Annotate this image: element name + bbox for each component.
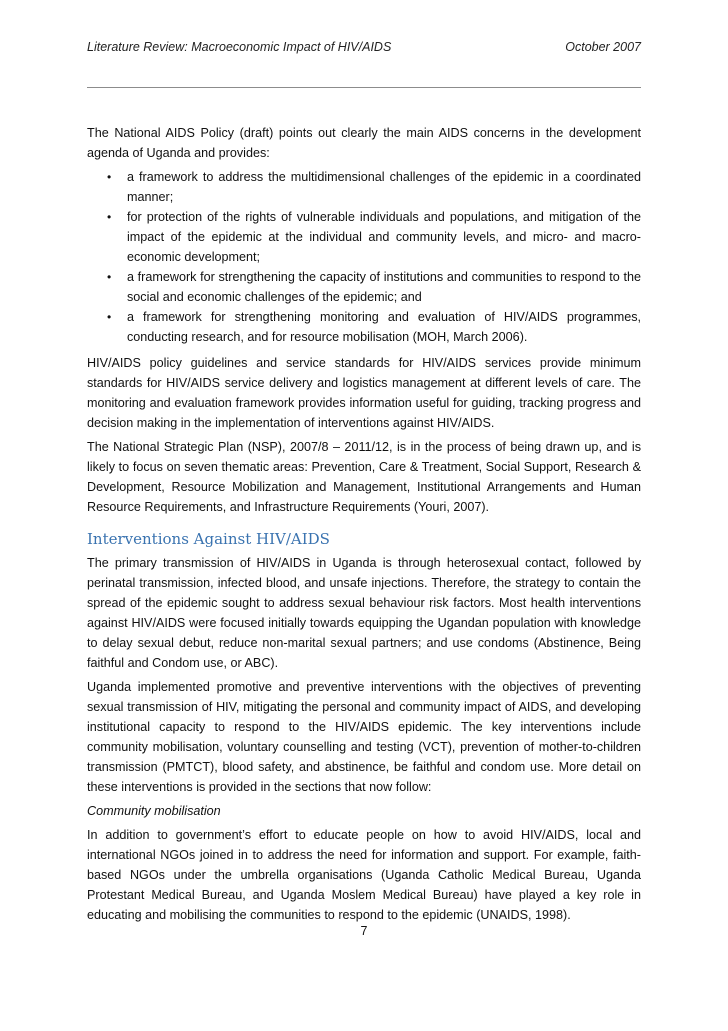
nsp-paragraph: The National Strategic Plan (NSP), 2007/8 – 2011/12, is in the process of being drawn up, and is likely to focus on seven thematic areas: Prevention, Care & Treatment, Social Support, Research & Development, Resource Mobilization and Management, Institutional Arrangements and Human Resource Requirements, and Infrastructure Requirements (Youri, 2007). [87, 440, 641, 514]
bullet-icon: • [107, 310, 112, 324]
page-number: 7 [360, 924, 368, 938]
bullet-icon: • [107, 170, 112, 184]
uganda-paragraph: Uganda implemented promotive and preventive interventions with the objectives of preventing sexual transmission of HIV, mitigating the personal and community impact of AIDS, and developing institutional capacity to respond to the HIV/AIDS epidemic. The key interventions include community mobilisation, voluntary counselling and testing (VCT), prevention of mother-to-children transmission (PMTCT), blood safety, and abstinence, be faithful and condom use. More detail on these interventions is provided in the sections that now follow: [87, 680, 641, 794]
section-heading: Interventions Against HIV/AIDS [87, 530, 330, 548]
list-item: • a framework for strengthening monitoring and evaluation of HIV/AIDS programmes, conducting research, and for resource mobilisation (MOH, March 2006). [87, 307, 641, 347]
bullet-icon: • [107, 210, 112, 224]
list-item: • a framework to address the multidimensional challenges of the epidemic in a coordinated manner; [87, 167, 641, 207]
header-rule [87, 87, 641, 88]
bullet-icon: • [107, 270, 112, 284]
policy-bullet-list [87, 167, 641, 347]
subheading: Community mobilisation [87, 804, 221, 818]
running-header [87, 40, 641, 54]
header-date: October 2007 [565, 40, 641, 54]
body-text [87, 123, 641, 929]
intro-paragraph: The National AIDS Policy (draft) points out clearly the main AIDS concerns in the development agenda of Uganda and provides: [87, 126, 641, 160]
list-item: • a framework for strengthening the capacity of institutions and communities to respond to the social and economic challenges of the epidemic; and [87, 267, 641, 307]
transmission-paragraph: The primary transmission of HIV/AIDS in Uganda is through heterosexual contact, followed by perinatal transmission, infected blood, and unsafe injections. Therefore, the strategy to contain the spread of the epidemic sought to address sexual behaviour risk factors. Most health interventions against HIV/AIDS were focused initially towards equipping the Ugandan population with knowledge to delay sexual debut, reduce non-marital sexual partners; and use condoms (Abstinence, Being faithful and Condom use, or ABC). [87, 556, 641, 670]
header-title: Literature Review: Macroeconomic Impact of HIV/AIDS [87, 40, 392, 54]
community-paragraph: In addition to government’s effort to educate people on how to avoid HIV/AIDS, local and international NGOs joined in to address the need for information and support. For example, faith-based NGOs under the umbrella organisations (Uganda Catholic Medical Bureau, Uganda Protestant Medical Bureau, and Uganda Moslem Medical Bureau) have played a key role in educating and mobilising the communities to respond to the epidemic (UNAIDS, 1998). [87, 828, 641, 922]
list-item: • for protection of the rights of vulnerable individuals and populations, and mitigation of the impact of the epidemic at the individual and community levels, and micro- and macro-economic development; [87, 207, 641, 267]
guidelines-paragraph: HIV/AIDS policy guidelines and service standards for HIV/AIDS services provide minimum standards for HIV/AIDS service delivery and logistics management at different levels of care. The monitoring and evaluation framework provides information useful for guiding, tracking progress and decision making in the implementation of interventions against HIV/AIDS. [87, 356, 641, 430]
